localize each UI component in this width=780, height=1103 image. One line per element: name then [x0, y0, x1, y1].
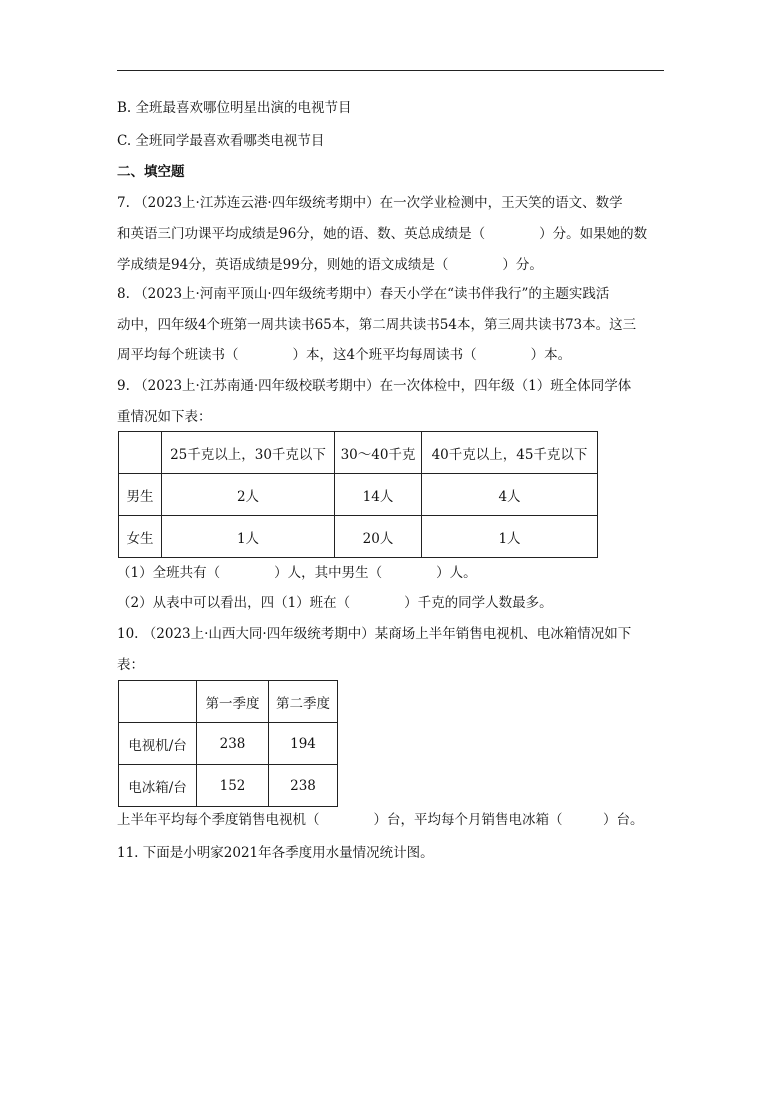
weight-table-corner	[119, 432, 162, 474]
choice-c: C. 全班同学最喜欢看哪类电视节目	[117, 133, 325, 149]
q10-sub: 上半年平均每个季度销售电视机（ ）台，平均每个月销售电冰箱（ ）台。	[117, 812, 644, 828]
sales-cell: 238	[269, 765, 338, 807]
weight-cell: 20人	[335, 516, 422, 558]
sales-row-label: 电视机/台	[119, 723, 197, 765]
sales-cell: 152	[197, 765, 269, 807]
table-row	[119, 723, 338, 765]
weight-row-label: 女生	[119, 516, 162, 558]
q8-line3: 周平均每个班读书（ ）本，这4个班平均每周读书（ ）本。	[117, 347, 572, 363]
q9-line2: 重情况如下表：	[117, 409, 212, 425]
weight-cell: 2人	[162, 474, 335, 516]
sales-header-1: 第一季度	[197, 681, 269, 723]
weight-table	[118, 431, 598, 558]
q10-line1: 10. （2023上·山西大同·四年级统考期中）某商场上半年销售电视机、电冰箱情况如下	[117, 626, 632, 642]
weight-cell: 14人	[335, 474, 422, 516]
sales-table-corner	[119, 681, 197, 723]
q11-line1: 11. 下面是小明家2021年各季度用水量情况统计图。	[117, 845, 434, 861]
table-row	[119, 765, 338, 807]
weight-row-label: 男生	[119, 474, 162, 516]
q9-line1: 9. （2023上·江苏南通·四年级校联考期中）在一次体检中，四年级（1）班全体同学体	[117, 378, 632, 394]
q9-sub2: （2）从表中可以看出，四（1）班在（ ）千克的同学人数最多。	[117, 595, 553, 611]
sales-header-2: 第二季度	[269, 681, 338, 723]
weight-cell: 4人	[422, 474, 598, 516]
weight-cell: 1人	[422, 516, 598, 558]
section-title: 二、填空题	[117, 164, 185, 180]
q10-line2: 表：	[117, 657, 144, 673]
weight-header-3: 40千克以上，45千克以下	[422, 432, 598, 474]
q8-line1: 8. （2023上·河南平顶山·四年级统考期中）春天小学在“读书伴我行”的主题实践活	[117, 286, 610, 302]
header-rule	[117, 70, 664, 71]
q7-line3: 学成绩是94分，英语成绩是99分，则她的语文成绩是（ ）分。	[117, 257, 543, 273]
sales-row-label: 电冰箱/台	[119, 765, 197, 807]
q8-line2: 动中，四年级4个班第一周共读书65本，第二周共读书54本，第三周共读书73本。这三	[117, 317, 637, 333]
weight-header-1: 25千克以上，30千克以下	[162, 432, 335, 474]
choice-b: B. 全班最喜欢哪位明星出演的电视节目	[117, 100, 352, 116]
sales-cell: 238	[197, 723, 269, 765]
sales-cell: 194	[269, 723, 338, 765]
weight-header-2: 30～40千克	[335, 432, 422, 474]
q7-line1: 7. （2023上·江苏连云港·四年级统考期中）在一次学业检测中，王天笑的语文、数学	[117, 195, 623, 211]
q7-line2: 和英语三门功课平均成绩是96分，她的语、数、英总成绩是（ ）分。如果她的数	[117, 226, 648, 242]
weight-cell: 1人	[162, 516, 335, 558]
q9-sub1: （1）全班共有（ ）人，其中男生（ ）人。	[117, 565, 477, 581]
sales-table	[118, 680, 338, 807]
table-row	[119, 474, 598, 516]
table-row	[119, 516, 598, 558]
